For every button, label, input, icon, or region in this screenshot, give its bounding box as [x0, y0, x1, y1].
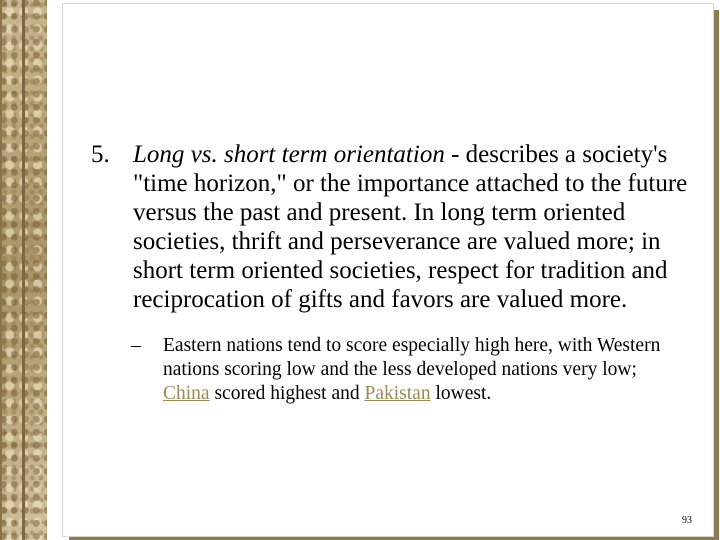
strip-edge — [0, 0, 2, 540]
sub-bullet — [131, 334, 686, 406]
sub-bullet-body — [163, 334, 686, 406]
sub-text-middle: scored highest and — [209, 383, 365, 404]
link-pakistan[interactable]: Pakistan — [364, 383, 431, 404]
link-china[interactable]: China — [163, 383, 210, 404]
numbered-item — [91, 140, 691, 314]
sub-text-after: lowest. — [430, 383, 492, 404]
decorative-marble-strip — [0, 0, 47, 540]
page-number: 93 — [682, 515, 692, 526]
dash-bullet: – — [131, 335, 141, 356]
item-text: - describes a society's "time horizon," or the importance attached to the future versus the past and present. In long term oriented societies, thrift and perseverance are valued more; in short term oriented societies, respect for tradition and reciprocation of gifts and favors are valued more. — [133, 141, 688, 313]
strip-divider — [22, 0, 25, 540]
item-body — [133, 140, 691, 314]
item-title: Long vs. short term orientation — [133, 141, 445, 168]
sub-text-before: Eastern nations tend to score especially high here, with Western nations scoring low and the less developed nations very low; — [163, 335, 661, 380]
item-number: 5. — [91, 141, 110, 168]
